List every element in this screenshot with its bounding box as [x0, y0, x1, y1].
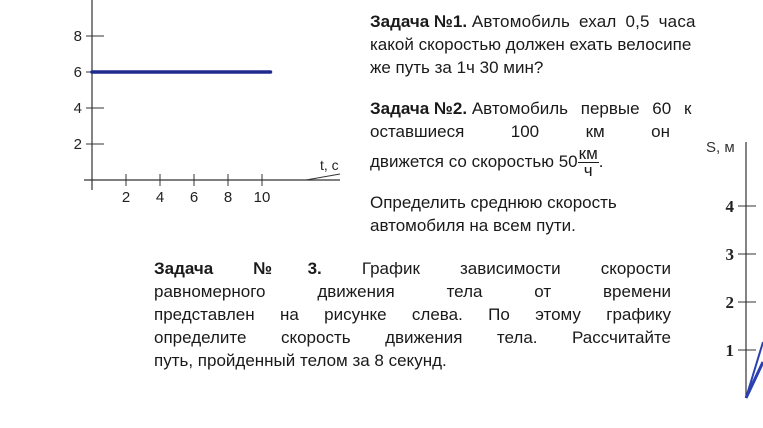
x-axis-arrow-icon	[306, 174, 340, 180]
velocity-time-graph	[0, 0, 350, 215]
distance-graph	[690, 130, 763, 428]
task-1-line-2: какой скоростью должен ехать велосипе	[370, 35, 692, 54]
task-1-line-1: Автомобиль ехал 0,5 часа	[471, 12, 696, 31]
task-1	[370, 10, 763, 79]
task-2-title: Задача №2.	[370, 99, 468, 118]
x-tick-label: 10	[253, 189, 271, 206]
distance-tick-label: 2	[725, 293, 734, 312]
x-tick-label: 2	[121, 189, 131, 206]
task-3-line-1: График зависимости скорости	[361, 259, 671, 278]
distance-tick-label: 4	[725, 197, 734, 216]
x-tick-label: 4	[155, 189, 165, 206]
task-2-line-2: оставшиеся 100 км он	[370, 122, 670, 141]
task-3-line-2: равномерного движения тела от времени	[154, 282, 671, 301]
task-3	[154, 257, 671, 372]
x-tick-label: 8	[223, 189, 233, 206]
task-2-line-1: Автомобиль первые 60 к	[471, 99, 692, 118]
speed-unit-fraction: $\frac{км}{ч}$	[578, 144, 598, 180]
x-tick-label: 6	[189, 189, 199, 206]
task-3-line-3: представлен на рисунке слева. По этому графику	[154, 305, 671, 324]
x-axis-label: t, c	[320, 157, 339, 173]
y-tick-label: 2	[73, 136, 82, 153]
task-2	[370, 97, 763, 120]
y-tick-label: 8	[73, 28, 82, 45]
distance-axis-label: S, м	[706, 139, 735, 156]
task-3-line-4: определите скорость движения тела. Рассчитайте	[154, 328, 671, 347]
distance-tick-label: 1	[725, 341, 734, 360]
task-2-line-4: Определить среднюю скорость	[370, 193, 617, 212]
task-3-title: Задача №3.	[154, 259, 322, 278]
task-2-line-5: автомобиля на всем пути.	[370, 216, 576, 235]
distance-tick-label: 3	[725, 245, 734, 264]
y-tick-label: 4	[73, 100, 82, 117]
task-1-title: Задача №1.	[370, 12, 468, 31]
y-tick-label: 6	[73, 64, 82, 81]
task-2-line-3: движется со скоростью 50	[370, 151, 578, 171]
task-1-line-3: же путь за 1ч 30 мин?	[370, 58, 544, 77]
task-3-line-5: путь, пройденный телом за 8 секунд.	[154, 351, 447, 370]
